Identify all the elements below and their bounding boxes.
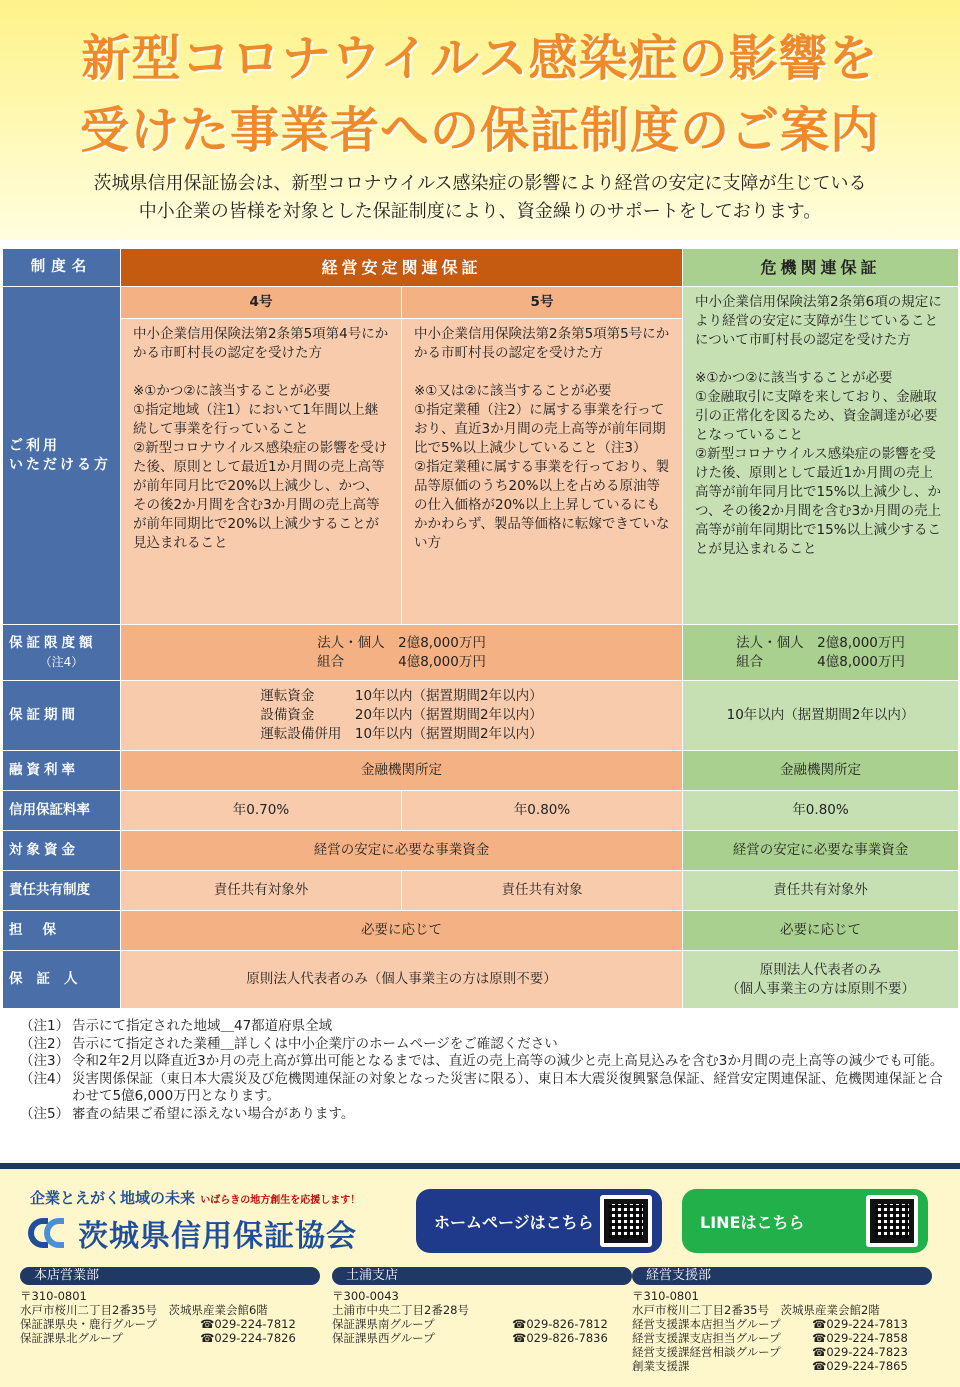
branch-zip: 〒300-0043 [332,1289,399,1303]
header-keiei: 経営安定関連保証 [121,249,683,287]
fee-kiki: 年0.80% [683,791,959,831]
fund-keiei: 経営の安定に必要な事業資金 [121,831,683,871]
collateral-keiei: 必要に応じて [121,911,683,951]
label-limit-note: （注4） [39,654,84,669]
note-item: （注3） 令和2年2月以降直近3か月の売上高が算出可能となるまでは、直近の売上高等の減少と売上高見込みを含む3か月間の売上高等の減少でも可能。 [20,1053,944,1069]
label-fund: 対象資金 [3,831,121,871]
branch-name: 土浦支店 [332,1267,632,1285]
branch-tsuchiura [332,1267,632,1345]
intro-line1: 茨城県信用保証協会は、新型コロナウイルス感染症の影響により経営の安定に支障が生じている [93,173,867,194]
limit-keiei: 法人・個人 2億8,000万円 組合 4億8,000万円 [121,625,683,681]
line-button[interactable] [682,1189,928,1253]
branch-honten [20,1267,320,1345]
label-guarantor: 保証人 [3,951,121,1009]
branch-row: 経営支援課経営相談グループ ☎029-224-7823 [632,1345,908,1359]
branch-row: 経営支援課本店担当グループ ☎029-224-7813 [632,1317,908,1331]
note-item: （注5） 審査の結果ご希望に添えない場合があります。 [20,1105,355,1122]
fee-no5: 年0.80% [402,791,683,831]
limit-kiki: 法人・個人 2億8,000万円 組合 4億8,000万円 [683,625,959,681]
user-no4: 中小企業信用保険法第2条第5項第4号にかかる市町村長の認定を受けた方 ※①かつ②に該当することが必要 ①指定地域（注1）において1年間以上継続して事業を行っていること ②新型コロナウイルス感染症の影響を受けた後、原則として最近1か月間の売上高等が前年同月比で20%以上減少し、かつ、その後2か月間を含む3か月間の売上高等が前年同期比で20%以上減少することが見込まれること [121,319,402,625]
header-system-name: 制度名 [3,249,121,287]
homepage-button-label: ホームページはこちら [434,1212,594,1232]
branch-row: 保証課県北グループ ☎029-224-7826 [20,1331,296,1345]
label-limit-text: 保証限度額 [9,634,97,651]
header-banner [0,0,960,240]
share-kiki: 責任共有対象外 [683,871,959,911]
header-no5: 5号 [402,287,683,319]
label-user: ご利用 いただける方 [3,287,121,625]
page-title-line1: 新型コロナウイルス感染症の影響を [81,30,879,87]
branch-name: 本店営業部 [20,1267,320,1285]
label-fee: 信用保証料率 [3,791,121,831]
notes-list [20,1018,945,1123]
label-period: 保証期間 [3,681,121,751]
rate-kiki: 金融機関所定 [683,751,959,791]
branch-row: 保証課県央・鹿行グループ ☎029-224-7812 [20,1317,296,1331]
qr-code-icon [600,1195,652,1247]
guarantor-keiei: 原則法人代表者のみ（個人事業主の方は原則不要） [121,951,683,1009]
branch-row: 創業支援課 ☎029-224-7865 [632,1359,908,1373]
branch-name: 経営支援部 [632,1267,932,1285]
user-no5: 中小企業信用保険法第2条第5項第5号にかかる市町村長の認定を受けた方 ※①又は②に該当することが必要 ①指定業種（注2）に属する事業を行っており、直近3か月間の売上高等が前年同期比で5%以上減少していること（注3） ②指定業種に属する事業を行っており、製品等原価のうち20%以上を占める原油等の仕入価格が20%以上上昇しているにもかかわらず、製品等価格に転嫁できていない方 [402,319,683,625]
org-name: 茨城県信用保証協会 [78,1219,357,1254]
header-no4: 4号 [121,287,402,319]
branch-address: 水戸市桜川二丁目2番35号 茨城県産業会館6階 [20,1303,268,1317]
line-button-label: LINEはこちら [700,1212,805,1232]
footer [0,1163,960,1387]
branch-row: 経営支援課支店担当グループ ☎029-224-7858 [632,1331,908,1345]
intro-text [0,170,960,226]
period-keiei: 運転資金 10年以内（据置期間2年以内） 設備資金 20年以内（据置期間2年以内） 運転設備併用 10年以内（据置期間2年以内） [121,681,683,751]
share-no4: 責任共有対象外 [121,871,402,911]
branch-address: 土浦市中央二丁目2番28号 [332,1303,469,1317]
note-item: （注1） 告示にて指定された地域＿47都道府県全域 [20,1018,333,1034]
period-kiki: 10年以内（据置期間2年以内） [683,681,959,751]
rate-keiei: 金融機関所定 [121,751,683,791]
label-limit [3,625,121,681]
branch-keiei-shien [632,1267,932,1373]
qr-code-icon [866,1195,918,1247]
branch-zip: 〒310-0801 [20,1289,87,1303]
label-rate: 融資利率 [3,751,121,791]
user-kiki: 中小企業信用保険法第2条第6項の規定により経営の安定に支障が生じていることについて市町村長の認定を受けた方 ※①かつ②に該当することが必要 ①金融取引に支障を来しており、金融取引の正常化を図るため、資金調達が必要となっていること ②新型コロナウイルス感染症の影響を受けた後、原則として最近1か月間の売上高等が前年同月比で15%以上減少し、かつ、その後2か月間を含む3か月間の売上高等が前年同期比で15%以上減少することが見込まれること [683,287,959,625]
label-share: 責任共有制度 [3,871,121,911]
note-item: （注2） 告示にて指定された業種＿詳しくは中小企業庁のホームページをご確認ください [20,1035,558,1052]
fund-kiki: 経営の安定に必要な事業資金 [683,831,959,871]
slogan-sub: いばらきの地方創生を応援します！ [200,1195,361,1206]
branch-address: 水戸市桜川二丁目2番35号 茨城県産業会館2階 [632,1303,880,1317]
intro-line2: 中小企業の皆様を対象とした保証制度により、資金繰りのサポートをしております。 [138,201,822,222]
guarantor-kiki: 原則法人代表者のみ （個人事業主の方は原則不要） [683,951,959,1009]
homepage-button[interactable] [416,1189,662,1253]
page-title-line2: 受けた事業者への保証制度のご案内 [79,102,880,159]
branch-row: 保証課県西グループ ☎029-826-7836 [332,1331,608,1345]
share-no5: 責任共有対象 [402,871,683,911]
note-item: （注4） 災害関係保証（東日本大震災及び危機関連保証の対象となった災害に限る）、東日本大震災復興緊急保証、経営安定関連保証、危機関連保証と合わせて5億6,000万円となります。 [20,1070,943,1104]
org-logo [28,1211,357,1255]
logo-mark-icon [28,1218,72,1248]
header-kiki: 危機関連保証 [683,249,959,287]
collateral-kiki: 必要に応じて [683,911,959,951]
slogan: 企業とえがく地域の未来 いばらきの地方創生を応援します！ [30,1189,361,1207]
guarantee-table [2,248,959,1009]
branch-row: 保証課県南グループ ☎029-826-7812 [332,1317,608,1331]
fee-no4: 年0.70% [121,791,402,831]
branch-zip: 〒310-0801 [632,1289,699,1303]
label-collateral: 担保 [3,911,121,951]
